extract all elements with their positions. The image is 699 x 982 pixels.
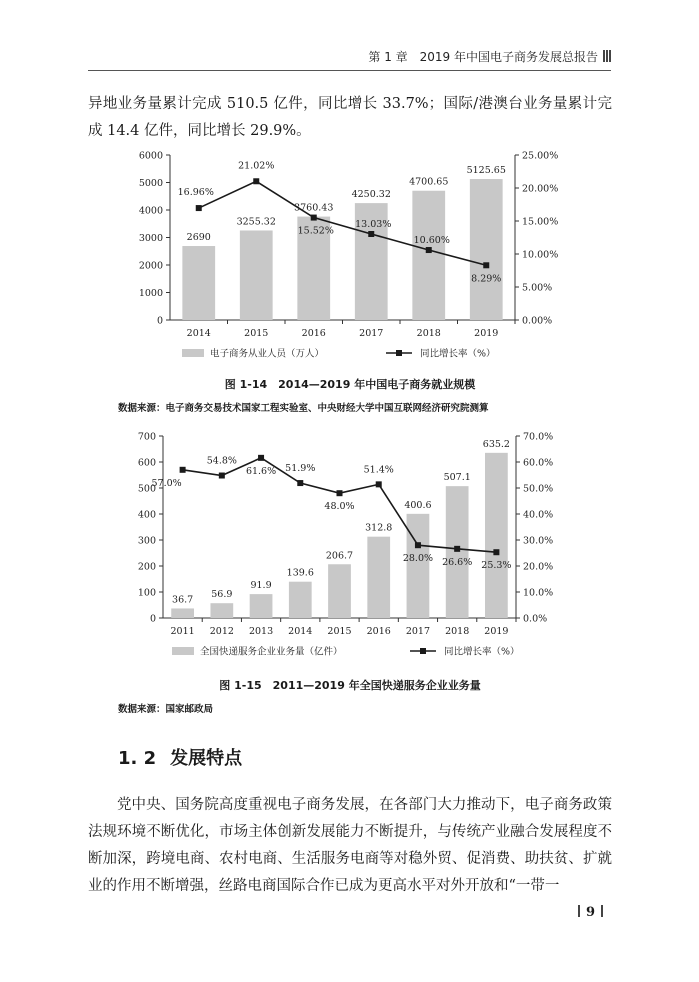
chart-express-delivery-svg	[120, 425, 580, 665]
growth-rate-marker	[180, 467, 186, 473]
y-tick-left-label: 100	[137, 587, 156, 599]
y-tick-left-label: 500	[137, 483, 156, 495]
chart-express-delivery	[120, 425, 580, 665]
bar	[470, 179, 503, 320]
header-bars-icon	[602, 50, 611, 64]
y-tick-left-label: 700	[137, 431, 156, 443]
x-tick-label: 2017	[405, 626, 431, 637]
bar	[328, 564, 351, 618]
growth-rate-label: 8.29%	[471, 273, 502, 285]
x-tick-label: 2015	[327, 626, 352, 637]
bar	[210, 603, 233, 618]
growth-rate-marker	[253, 178, 259, 184]
x-tick-label: 2015	[244, 328, 269, 339]
bar-value-label: 4700.65	[409, 176, 449, 188]
growth-rate-label: 54.8%	[206, 455, 237, 467]
y-tick-right-label: 25.00%	[522, 150, 559, 162]
y-tick-right-label: 5.00%	[522, 282, 553, 294]
page-number-value: 9	[585, 905, 595, 920]
growth-rate-label: 57.0%	[151, 477, 182, 489]
growth-rate-marker	[493, 549, 499, 555]
bar	[240, 230, 273, 320]
growth-rate-marker	[368, 231, 374, 237]
y-tick-left-label: 1000	[138, 288, 163, 299]
growth-rate-label: 13.03%	[355, 219, 392, 231]
bar	[250, 594, 273, 618]
y-tick-right-label: 10.0%	[523, 587, 554, 599]
growth-rate-label: 51.4%	[363, 464, 394, 476]
growth-rate-marker	[426, 247, 432, 253]
bar-value-label: 635.2	[482, 438, 510, 450]
y-tick-right-label: 60.0%	[523, 457, 554, 469]
growth-rate-label: 26.6%	[442, 556, 473, 568]
legend-bar-swatch	[182, 349, 204, 357]
y-tick-left-label: 0	[149, 613, 156, 625]
bar	[407, 514, 430, 618]
y-tick-left-label: 2000	[138, 260, 163, 272]
growth-rate-marker	[483, 262, 489, 268]
x-tick-label: 2014	[288, 626, 313, 637]
y-tick-left-label: 0	[156, 315, 163, 327]
bar-value-label: 400.6	[404, 499, 432, 511]
legend-bar-label: 全国快递服务企业业务量（亿件）	[200, 646, 343, 658]
growth-rate-label: 21.02%	[238, 160, 275, 172]
bar-value-label: 139.6	[286, 567, 314, 579]
bar	[171, 608, 194, 618]
growth-rate-marker	[415, 542, 421, 548]
growth-rate-label: 61.6%	[245, 465, 277, 477]
bar-value-label: 2690	[186, 232, 211, 244]
y-tick-left-label: 6000	[138, 150, 163, 162]
y-tick-right-label: 0.00%	[522, 315, 553, 327]
bar	[182, 246, 215, 320]
y-tick-left-label: 600	[137, 457, 156, 469]
x-tick-label: 2012	[209, 626, 234, 637]
growth-rate-label: 25.3%	[481, 560, 512, 572]
running-header-title: 第 1 章 2019 年中国电子商务发展总报告	[368, 50, 598, 64]
growth-rate-label: 16.96%	[177, 187, 214, 199]
running-header	[88, 48, 611, 68]
growth-rate-label: 15.52%	[297, 225, 334, 237]
page-number	[572, 905, 609, 920]
chart-ecommerce-employment-svg	[120, 143, 580, 368]
bar-value-label: 91.9	[250, 580, 272, 592]
growth-rate-marker	[219, 473, 225, 479]
growth-rate-label: 10.60%	[413, 235, 450, 247]
y-tick-left-label: 5000	[138, 178, 163, 189]
bar-value-label: 3760.43	[294, 202, 334, 214]
section-heading	[118, 744, 242, 770]
bar-value-label: 312.8	[365, 522, 393, 534]
bar	[485, 453, 508, 618]
bar	[367, 537, 390, 618]
growth-rate-marker	[376, 481, 382, 487]
growth-rate-label: 48.0%	[324, 501, 355, 513]
growth-rate-marker	[196, 205, 202, 211]
bar	[412, 191, 445, 320]
growth-rate-label: 51.9%	[285, 463, 316, 475]
header-rule	[88, 70, 611, 71]
bar-value-label: 36.7	[172, 594, 194, 606]
legend-bar-swatch	[172, 647, 194, 655]
legend-line-marker	[396, 350, 402, 356]
x-tick-label: 2016	[366, 626, 391, 637]
chart-ecommerce-employment	[120, 143, 580, 368]
bar-value-label: 206.7	[325, 550, 354, 562]
section-number: 1. 2	[118, 748, 157, 769]
y-tick-left-label: 200	[137, 561, 156, 573]
y-tick-right-label: 50.0%	[523, 483, 554, 495]
y-tick-right-label: 40.0%	[523, 509, 554, 521]
y-tick-left-label: 300	[137, 535, 156, 547]
figure-1-15-caption: 图 1-15 2011—2019 年全国快递服务企业业务量	[219, 679, 481, 692]
x-tick-label: 2017	[359, 328, 384, 339]
x-tick-label: 2016	[301, 328, 326, 339]
x-tick-label: 2018	[445, 626, 470, 637]
paragraph-development: 党中央、国务院高度重视电子商务发展，在各部门大力推动下，电子商务政策法规环境不断优化，市场主体创新发展能力不断提升，与传统产业融合发展程度不断加深，跨境电商、农村电商、生活服务电商等对稳外贸、促消费、助扶贫、扩就业的作用不断增强，丝路电商国际合作已成为更高水平对外开放和“一带一	[88, 797, 612, 894]
y-tick-left-label: 400	[137, 509, 156, 521]
y-tick-right-label: 20.00%	[522, 183, 559, 195]
x-tick-label: 2019	[484, 626, 509, 637]
figure-1-14-source: 数据来源：电子商务交易技术国家工程实验室、中央财经大学中国互联网经济研究院测算	[118, 403, 489, 414]
bar-value-label: 56.9	[211, 589, 233, 601]
y-tick-right-label: 20.0%	[523, 561, 554, 573]
growth-rate-marker	[454, 546, 460, 552]
growth-rate-label: 28.0%	[402, 553, 434, 565]
legend-line-marker	[420, 648, 426, 654]
legend-line-label: 同比增长率（%）	[420, 348, 496, 360]
x-tick-label: 2018	[416, 328, 441, 339]
figure-1-14-caption: 图 1-14 2014—2019 年中国电子商务就业规模	[224, 378, 476, 391]
growth-rate-marker	[337, 490, 343, 496]
paragraph-intro: 异地业务量累计完成 510.5 亿件，同比增长 33.7%；国际/港澳台业务量累计完成 14.4 亿件，同比增长 29.9%。	[88, 96, 612, 139]
y-tick-right-label: 10.00%	[522, 249, 559, 261]
x-tick-label: 2019	[474, 328, 499, 339]
y-tick-left-label: 3000	[138, 233, 163, 244]
x-tick-label: 2011	[170, 626, 195, 637]
bar-value-label: 507.1	[443, 472, 471, 484]
y-tick-left-label: 4000	[138, 205, 163, 217]
growth-rate-marker	[258, 455, 264, 461]
bar	[289, 582, 312, 618]
section-title: 发展特点	[170, 748, 243, 769]
figure-1-15-source: 数据来源：国家邮政局	[118, 704, 214, 715]
bar-value-label: 3255.32	[236, 216, 276, 228]
y-tick-right-label: 70.0%	[523, 431, 554, 443]
legend-bar-label: 电子商务从业人员（万人）	[210, 348, 325, 360]
growth-rate-marker	[311, 215, 317, 221]
y-tick-right-label: 15.00%	[522, 216, 559, 228]
y-tick-right-label: 30.0%	[523, 535, 554, 547]
growth-rate-marker	[297, 480, 303, 486]
legend-line-label: 同比增长率（%）	[444, 646, 520, 658]
bar-value-label: 4250.32	[351, 189, 391, 201]
x-tick-label: 2013	[248, 626, 274, 637]
bar-value-label: 5125.65	[466, 165, 506, 177]
bar	[446, 486, 469, 618]
y-tick-right-label: 0.0%	[523, 613, 548, 625]
x-tick-label: 2014	[186, 328, 211, 339]
